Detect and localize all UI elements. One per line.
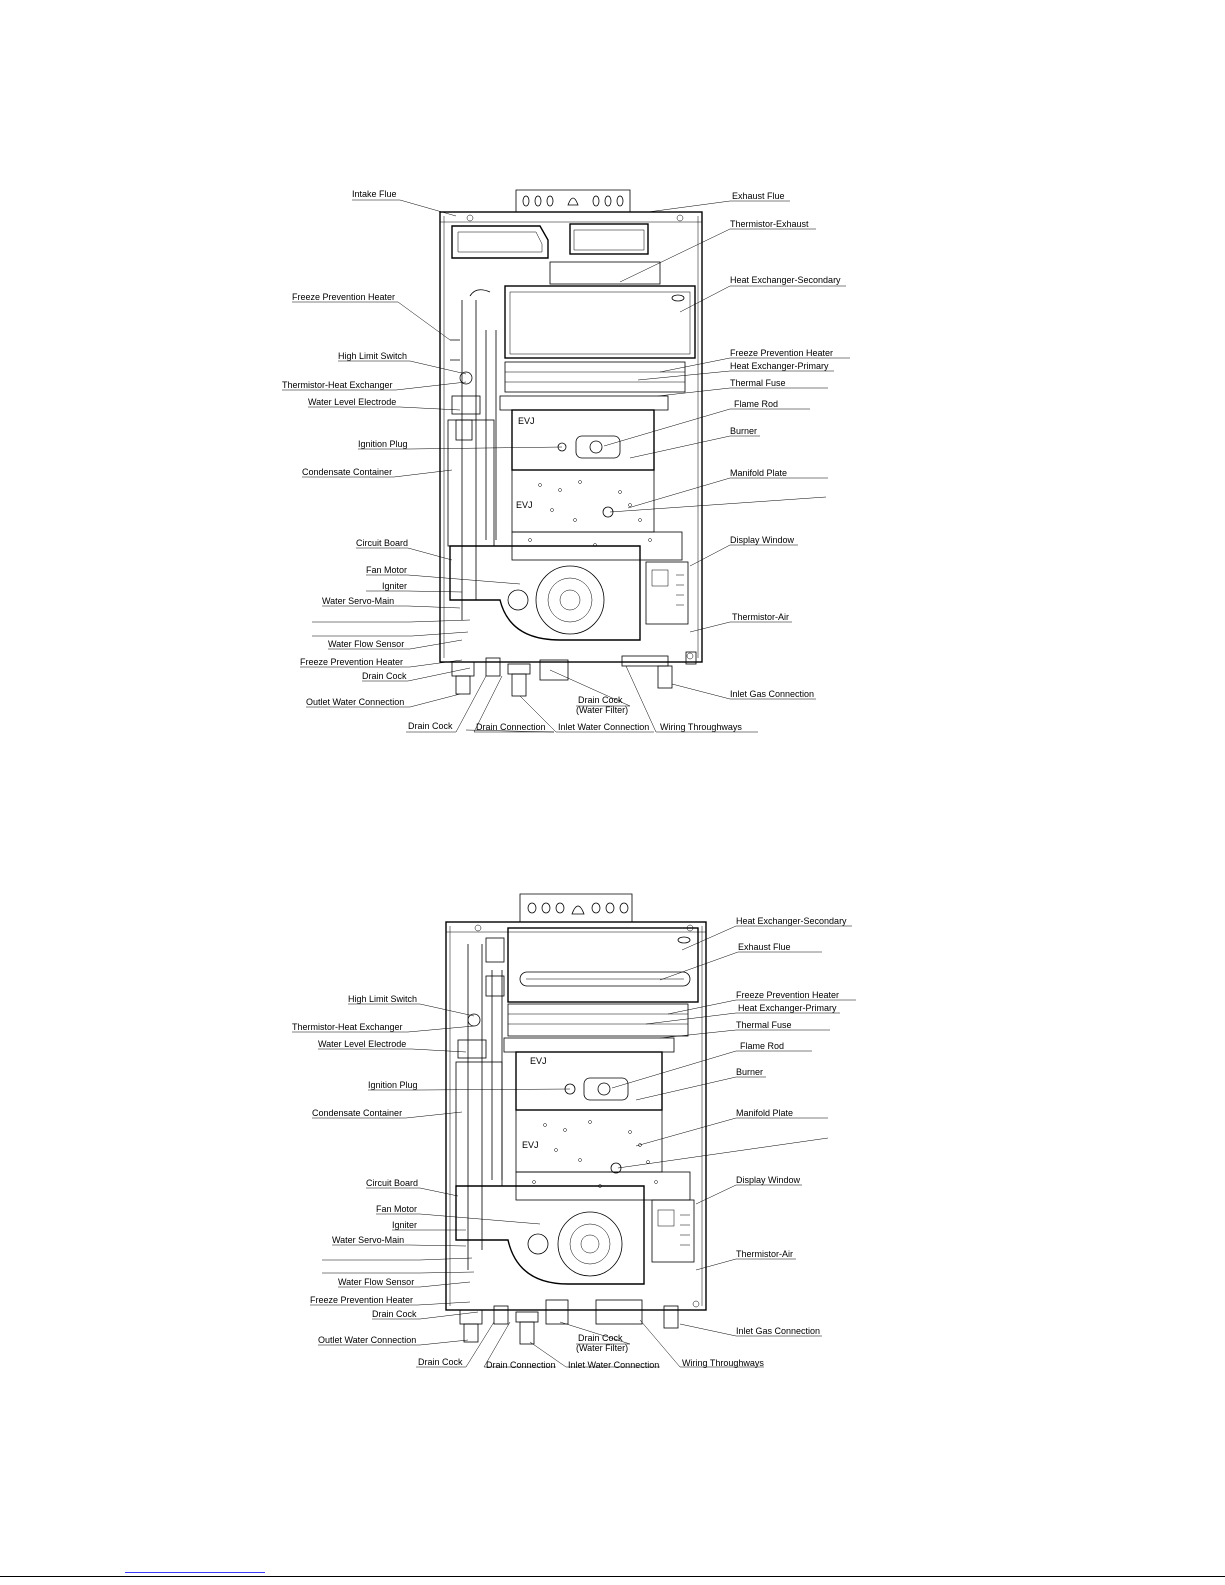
label-inlet-gas-connection: Inlet Gas Connection [736, 1326, 821, 1336]
label-drain-cock: Drain Cock [362, 671, 407, 681]
label-drain-cock-water-filter: Drain Cock [578, 1333, 623, 1343]
label-burner: Burner [736, 1067, 764, 1077]
label-water-flow-sensor: Water Flow Sensor [338, 1277, 415, 1287]
label-drain-connection: Drain Connection [486, 1360, 556, 1370]
label-thermistor-heat-exchanger: Thermistor-Heat Exchanger [292, 1022, 403, 1032]
label-circuit-board: Circuit Board [356, 538, 409, 548]
label-fan-motor: Fan Motor [376, 1204, 418, 1214]
label-display-window: Display Window [736, 1175, 801, 1185]
label-high-limit-switch: High Limit Switch [348, 994, 418, 1004]
label-water-filter: (Water Filter) [576, 705, 629, 715]
label-thermistor-air: Thermistor-Air [736, 1249, 794, 1259]
water-heater-diagram-2 [292, 894, 856, 1370]
label-manifold-plate: Manifold Plate [730, 468, 788, 478]
label-condensate-container: Condensate Container [312, 1108, 403, 1118]
label-water-servo-main: Water Servo-Main [322, 596, 395, 606]
label-freeze-prevention-heater: Freeze Prevention Heater [730, 348, 834, 358]
label-water-servo-main: Water Servo-Main [332, 1235, 405, 1245]
label-drain-cock: Drain Cock [418, 1357, 463, 1367]
label-thermal-fuse: Thermal Fuse [736, 1020, 792, 1030]
label-thermal-fuse: Thermal Fuse [730, 378, 786, 388]
label-thermistor-air: Thermistor-Air [732, 612, 790, 622]
label-intake-flue: Intake Flue [352, 189, 397, 199]
label-high-limit-switch: High Limit Switch [338, 351, 408, 361]
label-drain-cock: Drain Cock [372, 1309, 417, 1319]
label-ignition-plug: Ignition Plug [358, 439, 408, 449]
label-igniter: Igniter [382, 581, 408, 591]
label-exhaust-flue: Exhaust Flue [732, 191, 785, 201]
label-thermistor-exhaust: Thermistor-Exhaust [730, 219, 809, 229]
label-outlet-water-connection: Outlet Water Connection [306, 697, 405, 707]
label-wiring-throughways: Wiring Throughways [682, 1358, 764, 1368]
label-thermistor-heat-exchanger: Thermistor-Heat Exchanger [282, 380, 393, 390]
label-outlet-water-connection: Outlet Water Connection [318, 1335, 417, 1345]
label-condensate-container: Condensate Container [302, 467, 393, 477]
label-heat-exchanger-secondary: Heat Exchanger-Secondary [730, 275, 841, 285]
footer-link-underline[interactable] [125, 1572, 265, 1573]
label-water-level-electrode: Water Level Electrode [308, 397, 397, 407]
label-freeze-prevention-heater: Freeze Prevention Heater [300, 657, 404, 667]
label-flame-rod: Flame Rod [740, 1041, 785, 1051]
label-freeze-prevention-heater: Freeze Prevention Heater [292, 292, 396, 302]
label-inlet-water-connection: Inlet Water Connection [568, 1360, 660, 1370]
label-inlet-gas-connection: Inlet Gas Connection [730, 689, 815, 699]
label-heat-exchanger-secondary: Heat Exchanger-Secondary [736, 916, 847, 926]
label-inlet-water-connection: Inlet Water Connection [558, 722, 650, 732]
label-freeze-prevention-heater: Freeze Prevention Heater [736, 990, 840, 1000]
label-circuit-board: Circuit Board [366, 1178, 419, 1188]
label-igniter: Igniter [392, 1220, 418, 1230]
evj-marking: EVJ [530, 1056, 547, 1066]
evj-marking: EVJ [516, 500, 533, 510]
label-water-filter: (Water Filter) [576, 1343, 629, 1353]
label-drain-connection: Drain Connection [476, 722, 546, 732]
label-heat-exchanger-primary: Heat Exchanger-Primary [738, 1003, 837, 1013]
label-manifold-plate: Manifold Plate [736, 1108, 794, 1118]
label-ignition-plug: Ignition Plug [368, 1080, 418, 1090]
label-wiring-throughways: Wiring Throughways [660, 722, 742, 732]
evj-marking: EVJ [518, 416, 535, 426]
label-heat-exchanger-primary: Heat Exchanger-Primary [730, 361, 829, 371]
evj-marking: EVJ [522, 1140, 539, 1150]
label-display-window: Display Window [730, 535, 795, 545]
label-burner: Burner [730, 426, 758, 436]
label-exhaust-flue: Exhaust Flue [738, 942, 791, 952]
water-heater-diagram-1 [282, 189, 850, 732]
footer-rule [0, 1576, 1225, 1577]
label-drain-cock: Drain Cock [408, 721, 453, 731]
label-drain-cock-water-filter: Drain Cock [578, 695, 623, 705]
label-flame-rod: Flame Rod [734, 399, 779, 409]
label-freeze-prevention-heater: Freeze Prevention Heater [310, 1295, 414, 1305]
label-water-level-electrode: Water Level Electrode [318, 1039, 407, 1049]
label-fan-motor: Fan Motor [366, 565, 408, 575]
label-water-flow-sensor: Water Flow Sensor [328, 639, 405, 649]
